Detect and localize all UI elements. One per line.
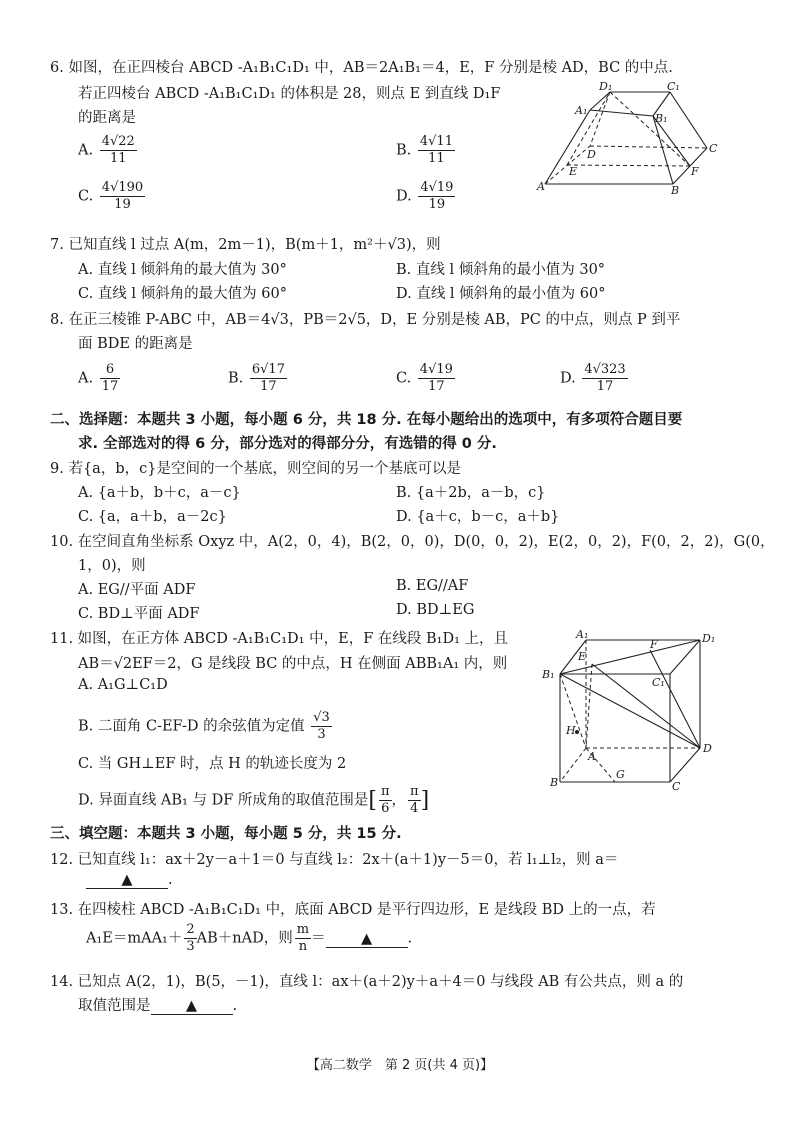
label-h: H	[566, 724, 576, 737]
q6-option-a[interactable]: A. $\frac{4√22}{11}$	[78, 134, 135, 166]
label-d1: D₁	[599, 80, 613, 93]
q11-option-b[interactable]: B. 二面角 C-EF-D 的余弦值为定值 $\frac{√3}{3}$	[78, 710, 330, 742]
q8-option-b[interactable]: B. $\frac{6√17}{17}$	[228, 362, 285, 394]
q8-option-d[interactable]: D. $\frac{4√323}{17}$	[560, 362, 626, 394]
fraction: $\frac{4√19}{17}$	[419, 362, 453, 394]
q10-option-b[interactable]: B. EG//AF	[396, 578, 469, 594]
q12-line1: 12. 已知直线 l₁：ax＋2y－a＋1＝0 与直线 l₂：2x＋(a＋1)y－5＝0，若 l₁⊥l₂，则 a＝	[50, 852, 619, 868]
q13-line2: A₁E＝mAA₁＋ $\frac{2}{3}$ AB＋nAD，则 $\frac{m}{n}$ ＝ ▲ .	[86, 922, 413, 954]
fraction: $\frac{√3}{3}$	[313, 710, 330, 742]
q9-line1: 9. 若{a，b，c}是空间的一个基底，则空间的另一个基底可以是	[50, 461, 461, 477]
fraction: $\frac{4√11}{11}$	[419, 134, 453, 166]
q14-line1: 14. 已知点 A(2，1)，B(5，－1)，直线 l：ax＋(a＋2)y＋a＋4＝0 与线段 AB 有公共点，则 a 的	[50, 974, 684, 990]
section3-heading: 三、填空题：本题共 3 小题，每小题 5 分，共 15 分.	[50, 826, 402, 842]
fraction: $\frac{4√190}{19}$	[101, 180, 144, 212]
q6-option-c[interactable]: C. $\frac{4√190}{19}$	[78, 180, 144, 212]
label-a1: A₁	[576, 628, 589, 641]
q6-line3: 的距离是	[78, 110, 136, 126]
q6-option-b[interactable]: B. $\frac{4√11}{11}$	[396, 134, 453, 166]
q9-option-b[interactable]: B. {a＋2b，a－b，c}	[396, 485, 546, 501]
label-d1: D₁	[702, 632, 716, 645]
q13-line1: 13. 在四棱柱 ABCD -A₁B₁C₁D₁ 中，底面 ABCD 是平行四边形，E 是线段 BD 上的一点，若	[50, 902, 656, 918]
q7-line1: 7. 已知直线 l 过点 A(m，2m－1)，B(m＋1，m²＋√3)，则	[50, 237, 441, 253]
label-b: B	[550, 776, 559, 789]
fraction: $\frac{4√19}{19}$	[420, 180, 454, 212]
page-footer: 【高二数学 第 2 页(共 4 页)】	[306, 1058, 494, 1073]
q7-option-d[interactable]: D. 直线 l 倾斜角的最小值为 60°	[396, 286, 606, 302]
fraction: $\frac{6}{17}$	[101, 362, 119, 394]
label-c: C	[709, 142, 718, 155]
label-f: F	[691, 165, 699, 178]
q11-option-c[interactable]: C. 当 GH⊥EF 时，点 H 的轨迹长度为 2	[78, 756, 347, 772]
q6-line1: 6. 如图，在正四棱台 ABCD -A₁B₁C₁D₁ 中，AB＝2A₁B₁＝4，E，F 分别是棱 AD，BC 的中点.	[50, 60, 673, 76]
fraction: $\frac{\pi}{4}$	[410, 784, 419, 816]
answer-blank[interactable]: ▲	[326, 931, 408, 948]
q9-option-d[interactable]: D. {a＋c，b－c，a＋b}	[396, 509, 560, 525]
q11-option-d[interactable]: D. 异面直线 AB₁ 与 DF 所成角的取值范围是[ $\frac{\pi}{6}$ ， $\frac{\pi}{4}$ ]	[78, 784, 430, 816]
fraction: $\frac{m}{n}$	[296, 922, 310, 954]
label-b1: B₁	[542, 668, 555, 681]
fraction: $\frac{4√323}{17}$	[584, 362, 626, 394]
q7-option-c[interactable]: C. 直线 l 倾斜角的最大值为 60°	[78, 286, 287, 302]
q11-line2: AB＝√2EF＝2，G 是线段 BC 的中点，H 在侧面 ABB₁A₁ 内，则	[78, 656, 508, 672]
q6-frustum-figure	[535, 78, 725, 198]
label-c1: C₁	[667, 80, 680, 93]
q6-line2: 若正四棱台 ABCD -A₁B₁C₁D₁ 的体积是 28，则点 E 到直线 D₁F	[78, 86, 501, 102]
label-a: A	[537, 180, 545, 193]
q10-line2: 1，0)，则	[78, 558, 146, 574]
q8-option-a[interactable]: A. $\frac{6}{17}$	[78, 362, 119, 394]
q10-option-d[interactable]: D. BD⊥EG	[396, 602, 475, 618]
q11-line1: 11. 如图，在正方体 ABCD -A₁B₁C₁D₁ 中，E，F 在线段 B₁D₁ 上，且	[50, 631, 508, 647]
q7-option-b[interactable]: B. 直线 l 倾斜角的最小值为 30°	[396, 262, 606, 278]
answer-blank[interactable]: ▲	[151, 998, 233, 1015]
label-d: D	[703, 742, 712, 755]
label-f: F	[650, 638, 658, 651]
q7-option-a[interactable]: A. 直线 l 倾斜角的最大值为 30°	[78, 262, 287, 278]
fraction: $\frac{4√22}{11}$	[101, 134, 135, 166]
q9-option-a[interactable]: A. {a＋b，b＋c，a－c}	[78, 485, 241, 501]
q10-option-a[interactable]: A. EG//平面 ADF	[78, 582, 196, 598]
fraction: $\frac{6√17}{17}$	[251, 362, 285, 394]
label-e: E	[578, 650, 587, 663]
q8-line1: 8. 在正三棱锥 P-ABC 中，AB＝4√3，PB＝2√5，D，E 分别是棱 AB，PC 的中点，则点 P 到平	[50, 312, 681, 328]
q11-cube-figure	[540, 626, 725, 792]
q6-option-d[interactable]: D. $\frac{4√19}{19}$	[396, 180, 454, 212]
label-b: B	[671, 184, 680, 197]
label-e: E	[569, 165, 578, 178]
q8-line2: 面 BDE 的距离是	[78, 336, 193, 352]
label-a: A	[588, 750, 596, 763]
fraction: $\frac{\pi}{6}$	[380, 784, 390, 816]
fraction: $\frac{2}{3}$	[186, 922, 195, 954]
q9-option-c[interactable]: C. {a，a＋b，a－2c}	[78, 509, 227, 525]
label-g: G	[616, 768, 625, 781]
label-c: C	[672, 780, 681, 792]
q14-line2: 取值范围是 ▲ .	[78, 998, 238, 1014]
label-d: D	[587, 148, 596, 161]
q11-option-a[interactable]: A. A₁G⊥C₁D	[78, 677, 168, 693]
q10-line1: 10. 在空间直角坐标系 Oxyz 中，A(2，0，4)，B(2，0，0)，D(0，0，2)，E(2，0，2)，F(0，2，2)，G(0，	[50, 534, 775, 550]
label-c1: C₁	[652, 676, 665, 689]
answer-blank[interactable]: ▲	[86, 872, 168, 889]
q10-option-c[interactable]: C. BD⊥平面 ADF	[78, 606, 200, 622]
q12-answer[interactable]: ▲ .	[86, 872, 173, 889]
section2-instruction: 求. 全部选对的得 6 分，部分选对的得部分分，有选错的得 0 分.	[78, 436, 497, 452]
label-b1: B₁	[655, 112, 668, 125]
label-a1: A₁	[575, 104, 588, 117]
section2-heading: 二、选择题：本题共 3 小题，每小题 6 分，共 18 分. 在每小题给出的选项中，有多项符合题目要	[50, 412, 683, 428]
q8-option-c[interactable]: C. $\frac{4√19}{17}$	[396, 362, 453, 394]
